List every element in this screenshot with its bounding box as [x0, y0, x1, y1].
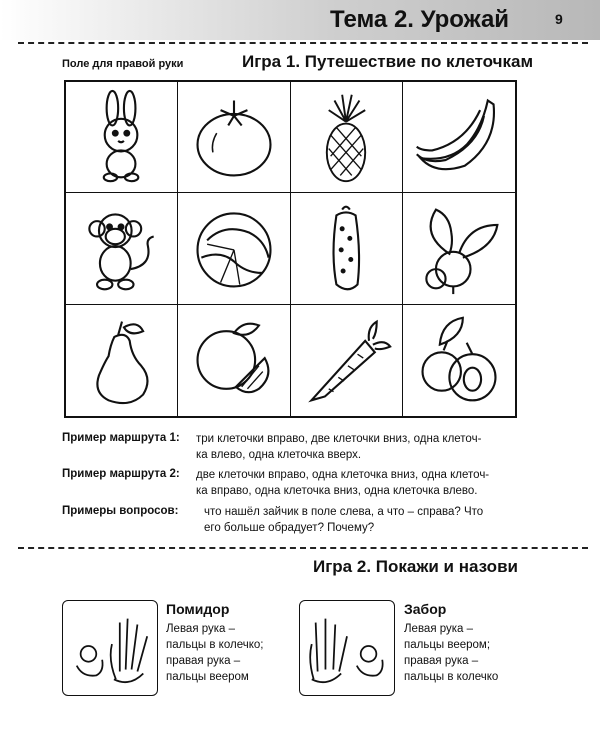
grid-cell-monkey [66, 193, 178, 304]
card-1-title: Помидор [166, 601, 230, 617]
grid-cell-orange [178, 305, 290, 416]
page-number: 9 [555, 11, 563, 27]
dashed-divider-top [18, 42, 588, 44]
game1-title: Игра 1. Путешествие по клеточкам [242, 52, 534, 71]
grid-cell-pear [66, 305, 178, 416]
example-1-text: три клеточки вправо, две клеточки вниз, одна клеточ- ка влево, одна клеточка вверх. [196, 433, 482, 461]
hands-illustration-tomato [62, 600, 158, 696]
orange-icon [186, 312, 282, 408]
game2-title: Игра 2. Покажи и назови [313, 557, 518, 576]
picture-grid [64, 80, 517, 418]
grid-cell-plum [403, 305, 515, 416]
grid-cell-banana [403, 82, 515, 193]
cucumber-icon [298, 200, 394, 296]
example-2-label: Пример маршрута 2: [62, 468, 180, 480]
pineapple-icon [298, 89, 394, 185]
card-1-text: Левая рука – пальцы в колечко; правая рука – пальцы веером [166, 623, 264, 683]
grid-cell-beet [403, 193, 515, 304]
hands-illustration-fence [299, 600, 395, 696]
hand-gesture-icon [300, 601, 394, 695]
field-label: Поле для правой руки [62, 58, 184, 70]
grid-cell-bunny [66, 82, 178, 193]
grid-cell-pineapple [291, 82, 403, 193]
page-title: Тема 2. Урожай [330, 6, 510, 33]
hand-gesture-icon [63, 601, 157, 695]
grid-cell-cucumber [291, 193, 403, 304]
banana-icon [411, 89, 507, 185]
example-1-label: Пример маршрута 1: [62, 432, 180, 444]
plum-icon [411, 312, 507, 408]
dashed-divider-bottom [18, 547, 588, 549]
card-2-title: Забор [404, 601, 447, 617]
tomato-icon [186, 89, 282, 185]
cabbage-icon [186, 200, 282, 296]
pear-icon [74, 312, 170, 408]
bunny-icon [74, 89, 170, 185]
header-bar [0, 0, 600, 40]
grid-cell-tomato [178, 82, 290, 193]
grid-cell-cabbage [178, 193, 290, 304]
grid-cell-carrot [291, 305, 403, 416]
monkey-icon [74, 200, 170, 296]
example-3-text: что нашёл зайчик в поле слева, а что – справа? Что его больше обрадует? Почему? [204, 506, 484, 534]
carrot-icon [298, 312, 394, 408]
example-3-label: Примеры вопросов: [62, 505, 179, 517]
card-2-text: Левая рука – пальцы веером; правая рука – пальцы в колечко [404, 623, 499, 683]
example-2-text: две клеточки вправо, одна клеточка вниз, одна клеточ- ка вправо, одна клеточка вниз, одна клеточка влево. [196, 469, 490, 497]
beet-icon [411, 200, 507, 296]
